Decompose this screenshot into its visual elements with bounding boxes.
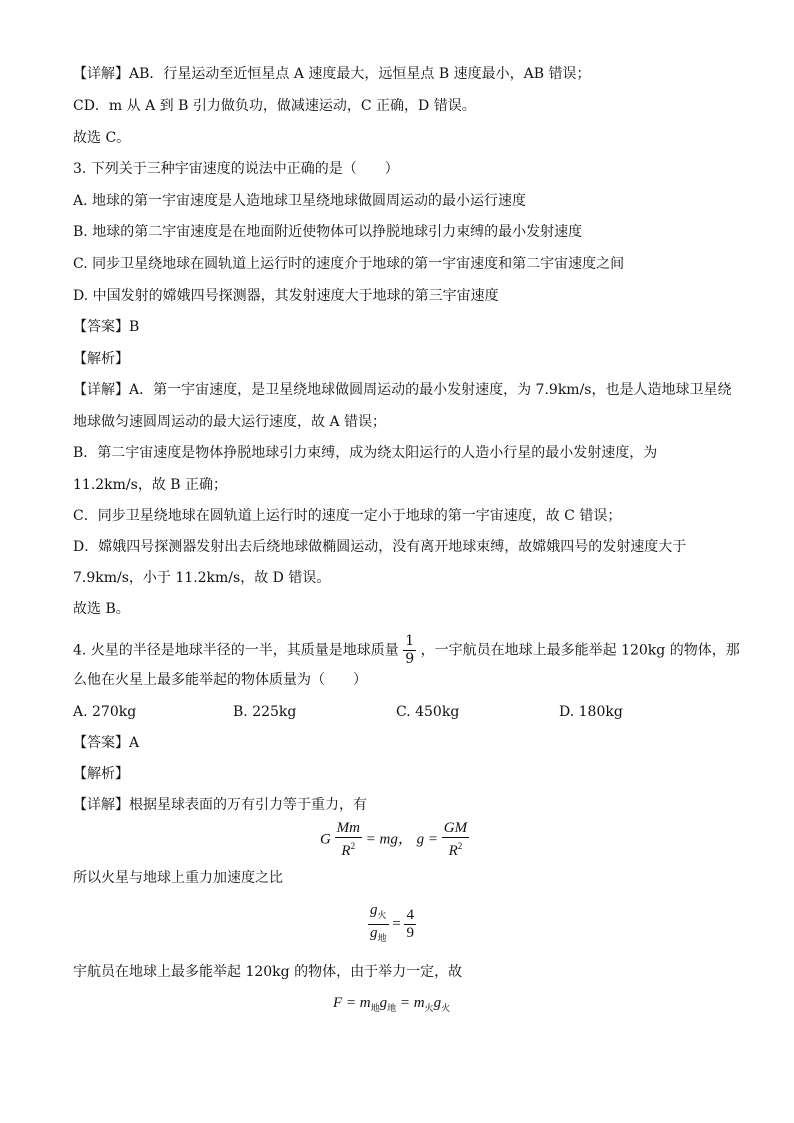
conclusion-line-2: 故选 B。: [73, 601, 130, 617]
answer-label-2: 【答案】A: [73, 735, 140, 751]
detail-line-c: C．同步卫星绕地球在圆轨道上运行时的速度一定小于地球的第一宇宙速度，故 C 错误；: [73, 508, 622, 524]
question-3-option-a: A. 地球的第一宇宙速度是人造地球卫星绕地球做圆周运动的最小运行速度: [73, 193, 527, 209]
detail-line-a: 【详解】A．第一宇宙速度，是卫星绕地球做圆周运动的最小发射速度，为 7.9km/s，也是人造地球卫星绕: [73, 382, 732, 398]
lift-force-intro: 宇航员在地球上最多能举起 120kg 的物体，由于举力一定，故: [73, 964, 463, 980]
lift-force-formula: $F = m_地g_地 = m_火g_火$: [333, 995, 451, 1013]
question-4-stem: 4. 火星的半径是地球半径的一半，其质量是地球质量 $\frac{1}{9}$ ，一宇航员在地球上最多能举起 120kg 的物体，那: [73, 633, 740, 667]
gravity-formula: G $\frac{Mm}{R^2}$ = mg， g = $\frac{GM}{R^2}$: [320, 820, 468, 859]
detail-gravity-intro: 【详解】根据星球表面的万有引力等于重力，有: [73, 797, 367, 813]
acceleration-ratio-intro: 所以火星与地球上重力加速度之比: [73, 870, 283, 886]
question-4-option-c: C. 450kg: [396, 704, 460, 720]
detail-line-d: D．嫦娥四号探测器发射出去后绕地球做椭圆运动，没有离开地球束缚，故嫦娥四号的发射速度大于: [73, 539, 687, 555]
detail-line-a-cont: 地球做匀速圆周运动的最大运行速度，故 A 错误；: [73, 414, 387, 430]
conclusion-line: 故选 C。: [73, 130, 131, 146]
question-4-option-d: D. 180kg: [559, 704, 623, 720]
question-4-option-a: A. 270kg: [73, 704, 137, 720]
answer-label: 【答案】B: [73, 319, 140, 335]
explanation-ab-line: 【详解】AB．行星运动至近恒星点 A 速度最大，远恒星点 B 速度最小，AB 错误；: [73, 66, 591, 82]
question-3-option-b: B. 地球的第二宇宙速度是在地面附近使物体可以挣脱地球引力束缚的最小发射速度: [73, 224, 583, 240]
detail-line-b-cont: 11.2km/s，故 B 正确；: [73, 477, 228, 493]
question-4-stem-cont: 么他在火星上最多能举起的物体质量为（ ）: [73, 672, 367, 688]
analysis-label-2: 【解析】: [73, 766, 129, 782]
mass-ratio-fraction: $\frac{1}{9}$: [405, 633, 415, 667]
explanation-cd-line: CD．m 从 A 到 B 引力做负功，做减速运动，C 正确，D 错误。: [73, 98, 476, 114]
detail-line-d-cont: 7.9km/s，小于 11.2km/s，故 D 错误。: [73, 570, 331, 586]
question-3-option-d: D. 中国发射的嫦娥四号探测器，其发射速度大于地球的第三宇宙速度: [73, 288, 499, 304]
question-3-stem: 3. 下列关于三种宇宙速度的说法中正确的是（ ）: [73, 161, 399, 177]
analysis-label: 【解析】: [73, 351, 129, 367]
question-4-option-b: B. 225kg: [233, 704, 297, 720]
detail-line-b: B．第二宇宙速度是物体挣脱地球引力束缚，成为绕太阳运行的人造小行星的最小发射速度，为: [73, 445, 658, 461]
acceleration-ratio-formula: $\frac{g_火}{g_地}$ = $\frac{4}{9}$: [370, 902, 414, 943]
question-3-option-c: C. 同步卫星绕地球在圆轨道上运行时的速度介于地球的第一宇宙速度和第二宇宙速度之间: [73, 256, 625, 272]
